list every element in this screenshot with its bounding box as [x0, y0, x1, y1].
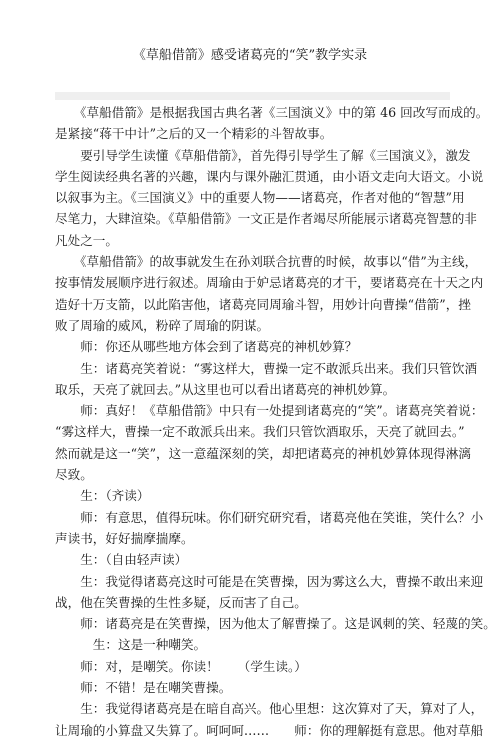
text-line: 生：这是一种嘲笑。 — [55, 637, 207, 653]
text-line: 然而就是这一“笑”，这一意蕴深刻的笑，却把诸葛亮的神机妙算体现得淋漓 — [55, 445, 471, 461]
text-line: 是紧接“蒋干中计”之后的又一个精彩的斗智故事。 — [55, 126, 333, 142]
text-line: 师：真好！《草船借箭》中只有一处提到诸葛亮的“笑”。诸葛亮笑着说： — [55, 403, 484, 419]
text-line: 要引导学生读懂《草船借箭》，首先得引导学生了解《三国演义》，激发 — [55, 147, 471, 163]
text-line: 生：（自由轻声读） — [55, 552, 188, 568]
text-line: 让周瑜的小算盘又失算了。呵呵呵…… 师：你的理解挺有意思。他对草船 — [55, 722, 484, 738]
text-line: 师：你还从哪些地方体会到了诸葛亮的神机妙算？ — [55, 339, 358, 355]
text-line: 取乐，天亮了就回去。”从这里也可以看出诸葛亮的神机妙算。 — [55, 381, 396, 397]
text-line: 以叙事为主。《三国演义》中的重要人物——诸葛亮，作者对他的“智慧”用 — [55, 190, 465, 206]
text-line: 《草船借箭》是根据我国古典名著《三国演义》中的第 46 回改写而成的。 — [55, 105, 489, 120]
text-line: 师：有意思，值得玩味。你们研究研究看，诸葛亮他在笑谁，笑什么？小 — [55, 509, 484, 525]
text-line: 造好十万支箭，以此陷害他，诸葛亮同周瑜斗智，用妙计向曹操“借箭”，挫 — [55, 296, 471, 312]
text-line: 声读书，好好揣摩揣摩。 — [55, 530, 194, 546]
document-title: 《草船借箭》感受诸葛亮的“笑”教学实录 — [132, 48, 368, 63]
text-line: 生：我觉得诸葛亮是在暗自高兴。他心里想：这次算对了天，算对了人， — [55, 701, 484, 717]
text-line: 凡处之一。 — [55, 232, 118, 248]
text-line: 按事情发展顺序进行叙述。周瑜由于妒忌诸葛亮的才干，要诸葛亮在十天之内 — [55, 275, 484, 291]
text-line: 败了周瑜的威风，粉碎了周瑜的阴谋。 — [55, 317, 270, 333]
text-line: “雾这样大，曹操一定不敢派兵出来。我们只管饮酒取乐，天亮了就回去。” — [55, 424, 465, 440]
section-divider — [55, 92, 450, 100]
text-line: 《草船借箭》的故事就发生在孙刘联合抗曹的时候，故事以“借”为主线， — [55, 254, 478, 270]
text-line: 师：对，是嘲笑。你读！ （学生读。） — [55, 658, 307, 674]
text-line: 生：（齐读） — [55, 488, 150, 504]
text-line: 生：我觉得诸葛亮这时可能是在笑曹操，因为雾这么大，曹操不敢出来迎 — [55, 573, 484, 589]
text-line: 生：诸葛亮笑着说：“雾这样大，曹操一定不敢派兵出来。我们只管饮酒 — [55, 360, 478, 376]
text-line: 战，他在笑曹操的生性多疑，反而害了自己。 — [55, 594, 307, 610]
text-line: 师：不错！是在嘲笑曹操。 — [55, 680, 232, 696]
text-line: 尽笔力，大肆渲染。《草船借箭》一文正是作者竭尽所能展示诸葛亮智慧的非 — [55, 211, 477, 227]
document-body — [55, 102, 496, 741]
text-line: 师：诸葛亮是在笑曹操，因为他太了解曹操了。这是讽刺的笑、轻蔑的笑。 — [55, 616, 496, 632]
text-line: 尽致。 — [55, 467, 93, 483]
text-line: 学生阅读经典名著的兴趣，课内与课外融汇贯通，由小语文走向大语文。小说 — [55, 168, 484, 184]
